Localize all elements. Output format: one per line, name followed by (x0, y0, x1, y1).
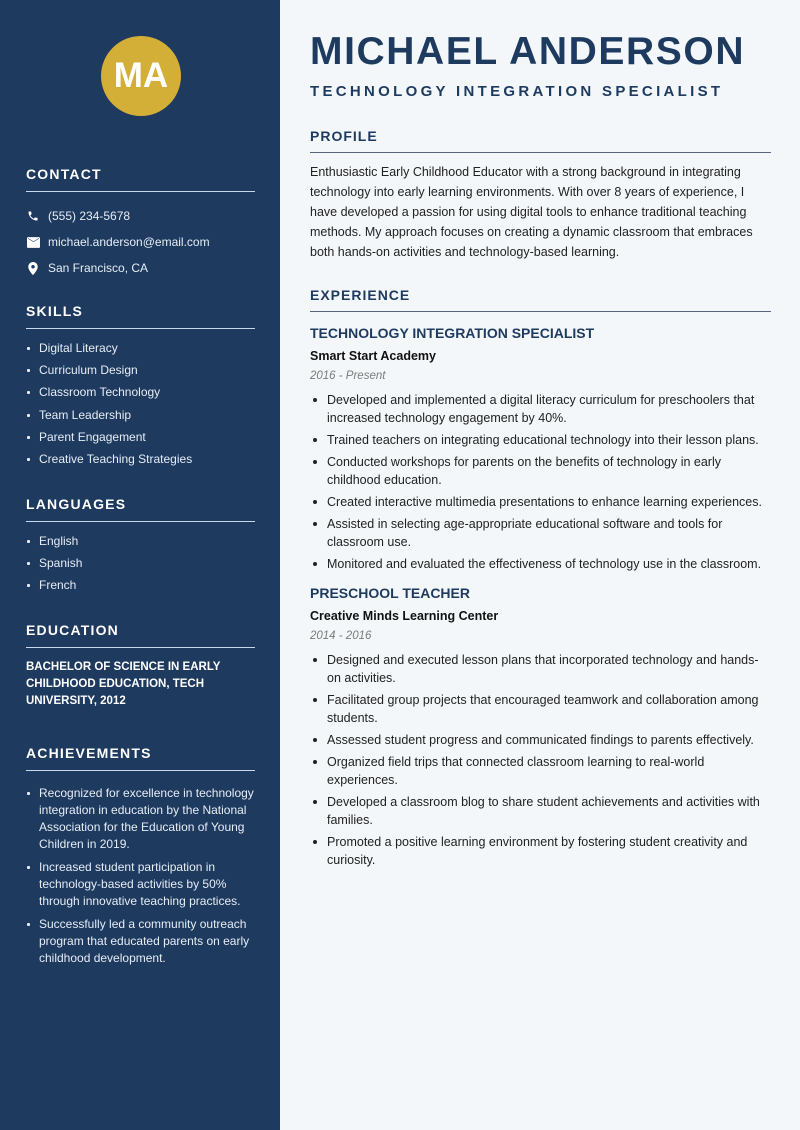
languages-heading: LANGUAGES (26, 496, 255, 522)
achievement-item: Successfully led a community outreach program that educated parents on early childhood development. (26, 916, 255, 967)
skill-item: Parent Engagement (26, 429, 255, 446)
language-item: English (26, 533, 255, 550)
skill-item: Team Leadership (26, 407, 255, 424)
languages-section (26, 496, 255, 600)
job-bullet: Designed and executed lesson plans that incorporated technology and hands-on activities. (310, 651, 771, 687)
sidebar (0, 0, 280, 1130)
job-bullet: Assisted in selecting age-appropriate educational software and tools for classroom use. (310, 515, 771, 551)
job-bullets (310, 651, 771, 869)
job-bullet: Facilitated group projects that encouraged teamwork and collaboration among students. (310, 691, 771, 727)
email-text: michael.anderson@email.com (48, 235, 210, 249)
job-entry (310, 325, 771, 573)
skills-section (26, 303, 255, 473)
email-icon (26, 235, 40, 249)
languages-list (26, 533, 255, 594)
skill-item: Digital Literacy (26, 340, 255, 357)
contact-section (26, 166, 255, 281)
job-bullet: Monitored and evaluated the effectiveness of technology use in the classroom. (310, 555, 771, 573)
contact-location (26, 255, 255, 281)
location-text: San Francisco, CA (48, 261, 149, 275)
job-dates: 2014 - 2016 (310, 630, 372, 642)
contact-phone[interactable] (26, 203, 255, 229)
skills-list (26, 340, 255, 468)
achievements-heading: ACHIEVEMENTS (26, 745, 255, 771)
language-item: Spanish (26, 555, 255, 572)
profile-section (310, 128, 771, 262)
skill-item: Classroom Technology (26, 384, 255, 401)
experience-heading: EXPERIENCE (310, 287, 771, 312)
contact-email[interactable] (26, 229, 255, 255)
job-company: Creative Minds Learning Center (310, 609, 499, 623)
profile-heading: PROFILE (310, 128, 771, 153)
job-bullet: Organized field trips that connected classroom learning to real-world experiences. (310, 753, 771, 789)
job-bullet: Trained teachers on integrating educational technology into their lesson plans. (310, 431, 771, 449)
job-title: TECHNOLOGY INTEGRATION SPECIALIST (310, 325, 595, 341)
contact-heading: CONTACT (26, 166, 255, 192)
candidate-name: MICHAEL ANDERSON (310, 30, 746, 73)
skills-heading: SKILLS (26, 303, 255, 329)
job-title: PRESCHOOL TEACHER (310, 585, 470, 601)
education-section (26, 622, 255, 710)
job-bullet: Promoted a positive learning environment by fostering student creativity and curiosity. (310, 833, 771, 869)
phone-text: (555) 234-5678 (48, 209, 131, 223)
profile-text: Enthusiastic Early Childhood Educator with a strong background in integrating technology into early learning environments. With over 8 years of experience, I have developed a passion for using digital tools to enhance traditional teaching methods. My approach focuses on creating a dynamic classroom that embraces both hands-on activities and technology-based learning. (310, 165, 753, 259)
education-heading: EDUCATION (26, 622, 255, 648)
job-bullet: Assessed student progress and communicated findings to parents effectively. (310, 731, 771, 749)
job-bullet: Developed and implemented a digital literacy curriculum for preschoolers that increased technology engagement by 40%. (310, 391, 771, 427)
education-degree: BACHELOR OF SCIENCE IN EARLY CHILDHOOD EDUCATION, TECH UNIVERSITY, 2012 (26, 661, 221, 707)
job-bullet: Created interactive multimedia presentations to enhance learning experiences. (310, 493, 771, 511)
skill-item: Curriculum Design (26, 362, 255, 379)
language-item: French (26, 577, 255, 594)
avatar-initials: MA (101, 36, 181, 116)
job-entry (310, 585, 771, 869)
job-bullet: Developed a classroom blog to share student achievements and activities with families. (310, 793, 771, 829)
job-bullets (310, 391, 771, 573)
job-bullet: Conducted workshops for parents on the benefits of technology in early childhood education. (310, 453, 771, 489)
achievement-item: Increased student participation in technology-based activities by 50% through innovative teaching practices. (26, 859, 255, 910)
achievements-list (26, 785, 255, 967)
phone-icon (26, 209, 40, 223)
achievement-item: Recognized for excellence in technology integration in education by the National Association for the Education of Young Children in 2019. (26, 785, 255, 853)
skill-item: Creative Teaching Strategies (26, 451, 255, 468)
experience-section (310, 287, 771, 873)
job-dates: 2016 - Present (310, 370, 386, 382)
candidate-title: TECHNOLOGY INTEGRATION SPECIALIST (310, 83, 724, 100)
job-company: Smart Start Academy (310, 349, 436, 363)
achievements-section (26, 745, 255, 973)
location-pin-icon (26, 261, 40, 275)
